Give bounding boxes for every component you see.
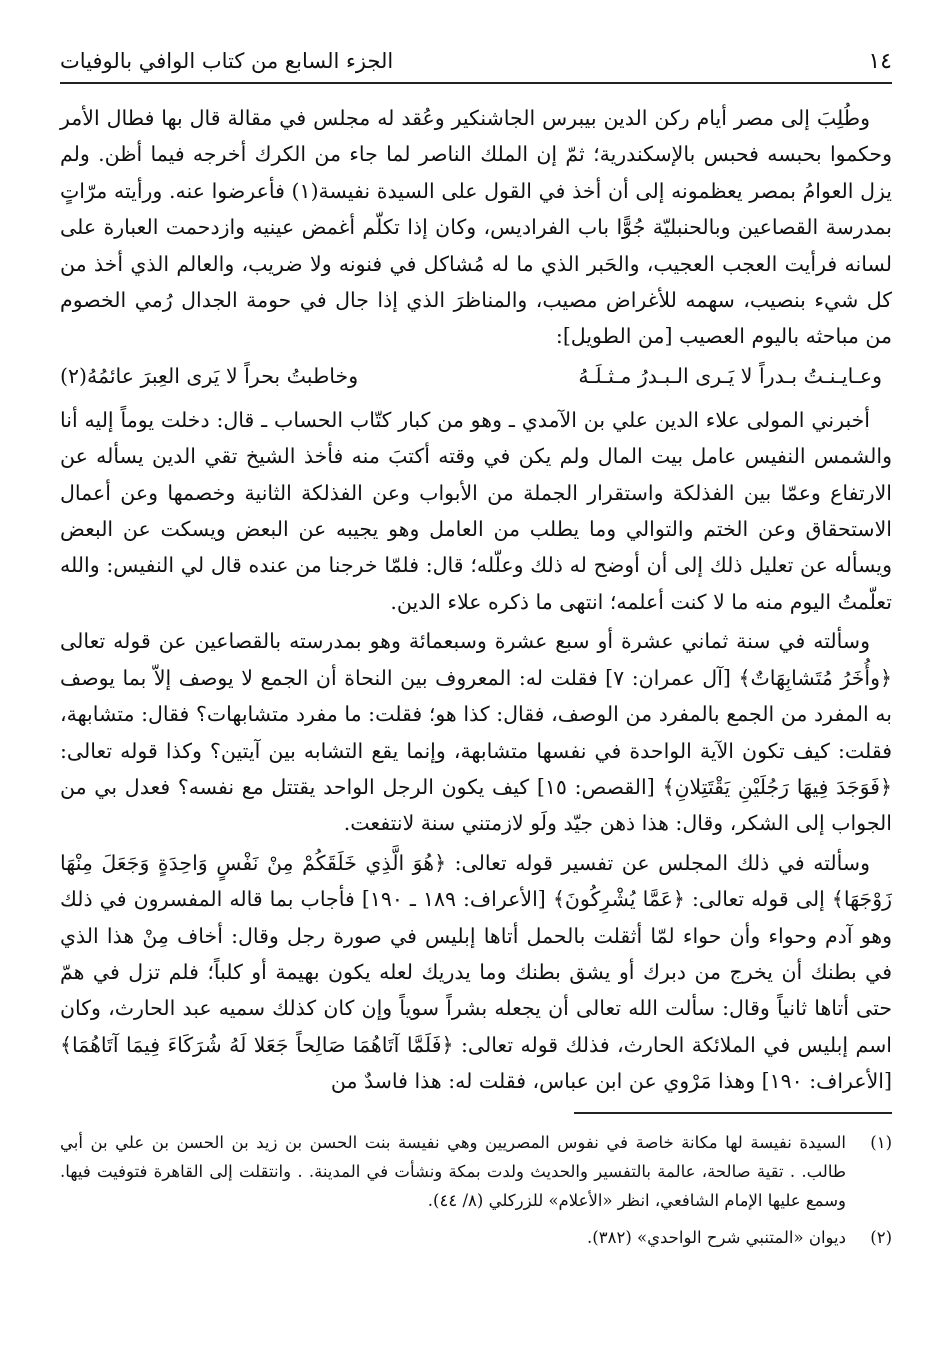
footnotes	[60, 1128, 892, 1252]
running-title: الجزء السابع من كتاب الوافي بالوفيات	[60, 49, 394, 73]
paragraph-2: أخبرني المولى علاء الدين علي بن الآمدي ـ وهو من كبار كتّاب الحساب ـ قال: دخلت يوماً إليه أنا والشمس النفيس عامل بيت المال ولم يكن في وقته أكتبَ منه فأخذ الشيخ تقي الدين يسأله عن الارتفاع وعمّا بين الفذلكة واستقرار الجملة من الأبواب وعن الفذلكة الثانية وخصمها وعن أعمال الاستحقاق وعن الختم والتوالي وما يطلب من العامل وهو يجيبه عن البعض ويسكت عن البعض ويسأله عن تعليل ذلك إلى أن أوضح له ذلك وعلّله؛ قال: فلمّا خرجنا من عنده قال لي النفيس: والله تعلّمتُ اليوم منه ما لا كنت أعلمه؛ انتهى ما ذكره علاء الدين.	[60, 407, 892, 614]
book-page	[60, 40, 892, 1340]
poetry-verse	[60, 358, 892, 394]
page-number: ١٤	[868, 48, 892, 74]
footnote-text: السيدة نفيسة لها مكانة خاصة في نفوس المصريين وهي نفيسة بنت الحسن بن زيد بن الحسن بن علي بن أبي طالب. . تقية صالحة، عالمة بالتفسير والحديث ولدت بمكة ونشأت في المدينة. . وانتقلت إلى القاهرة فتوفيت فيها. وسمع عليها الإمام الشافعي، انظر «الأعلام» للزركلي (٨/ ٤٤).	[60, 1132, 846, 1210]
footnote-1	[60, 1128, 892, 1215]
footnote-text: ديوان «المتنبي شرح الواحدي» (٣٨٢).	[587, 1227, 846, 1247]
verse-first-hemistich: وعـايـنـتُ بـدراً لا يَـرى الـبـدرُ مـثـلَـهُ	[578, 363, 882, 388]
footnote-separator	[574, 1112, 892, 1114]
paragraph-4: وسألته في ذلك المجلس عن تفسير قوله تعالى: ﴿هُوَ الَّذِي خَلَقَكُمْ مِنْ نَفْسٍ وَاحِدَةٍ وَجَعَلَ مِنْهَا زَوْجَهَا﴾ إلى قوله تعالى: ﴿عَمَّا يُشْرِكُونَ﴾ [الأعراف: ١٨٩ ـ ١٩٠] فأجاب بما قاله المفسرون في ذلك وهو آدم وحواء وأن حواء لمّا أثقلت بالحمل أتاها إبليس في صورة رجل وقال: أخاف مِنْ هذا الذي في بطنك أن يخرج من دبرك أو يشق بطنك وما يدريك لعله يكون بهيمة أو كلباً؛ فلم تزل في همّ حتى أتاها ثانياً وقال: سألت الله تعالى أن يجعله بشراً سوياً وإن كان كذلك سميه عبد الحارث، وكان اسم إبليس في الملائكة الحارث، فذلك قوله تعالى: ﴿فَلَمَّا آتَاهُمَا صَالِحاً جَعَلا لَهُ شُرَكَاءَ فِيمَا آتَاهُمَا﴾ [الأعراف: ١٩٠] وهذا مَرْوي عن ابن عباس، فقلت له: هذا فاسدٌ من	[60, 850, 892, 1094]
verse-second-hemistich: وخاطبتُ بحراً لا يَرى العِبرَ عائمُهُ(٢)	[60, 363, 359, 388]
footnote-marker: (١)	[870, 1132, 892, 1152]
main-text	[60, 100, 892, 1100]
paragraph-1: وطُلِبَ إلى مصر أيام ركن الدين بيبرس الجاشنكير وعُقد له مجلس في مقالة قال بها فطال الأمر وحكموا بحبسه فحبس بالإسكندرية؛ ثمّ إن الملك الناصر لما جاء من الكرك أخرجه فيما أظن. ولم يزل العوامُ بمصر يعظمونه إلى أن أخذ في القول على السيدة نفيسة(١) فأعرضوا عنه. ورأيته مرّاتٍ بمدرسة القصاعين وبالحنبليّة جُوًّا باب الفراديس، وكان إذا تكلّم أغمض عينيه وازدحمت العبارة على لسانه فرأيت العجب العجيب، والحَبر الذي ما له مُشاكل في فنونه ولا ضريب، والعالم الذي أخذ من كل شيء بنصيب، سهمه للأغراض مصيب، والمناظرَ الذي إذا جال في حومة الجدال رُمي الخصوم من مباحثه باليوم العصيب [من الطويل]:	[60, 106, 892, 349]
page-header	[60, 40, 892, 84]
footnote-marker: (٢)	[870, 1227, 892, 1247]
paragraph-3: وسألته في سنة ثماني عشرة أو سبع عشرة وسبعمائة وهو بمدرسته بالقصاعين عن قوله تعالى ﴿وأُخَرُ مُتَشابِهَاتٌ﴾ [آل عمران: ٧] فقلت له: المعروف بين النحاة أن الجمع لا يوصف إلاّ بما يوصف به المفرد من الجمع بالمفرد من الوصف، فقال: كذا هو؛ فقلت: ما مفرد متشابهات؟ فقال: متشابهة، فقلت: كيف تكون الآية الواحدة في نفسها متشابهة، وإنما يقع التشابه بين آيتين؟ وكذا قوله تعالى: ﴿فَوَجَدَ فِيهَا رَجُلَيْنِ يَقْتَتِلانِ﴾ [القصص: ١٥] كيف يكون الرجل الواحد يقتتل مع نفسه؟ فعدل بي من الجواب إلى الشكر، وقال: هذا ذهن جيّد ولَو لازمتني سنة لانتفعت.	[60, 629, 892, 836]
footnote-2	[60, 1223, 892, 1252]
